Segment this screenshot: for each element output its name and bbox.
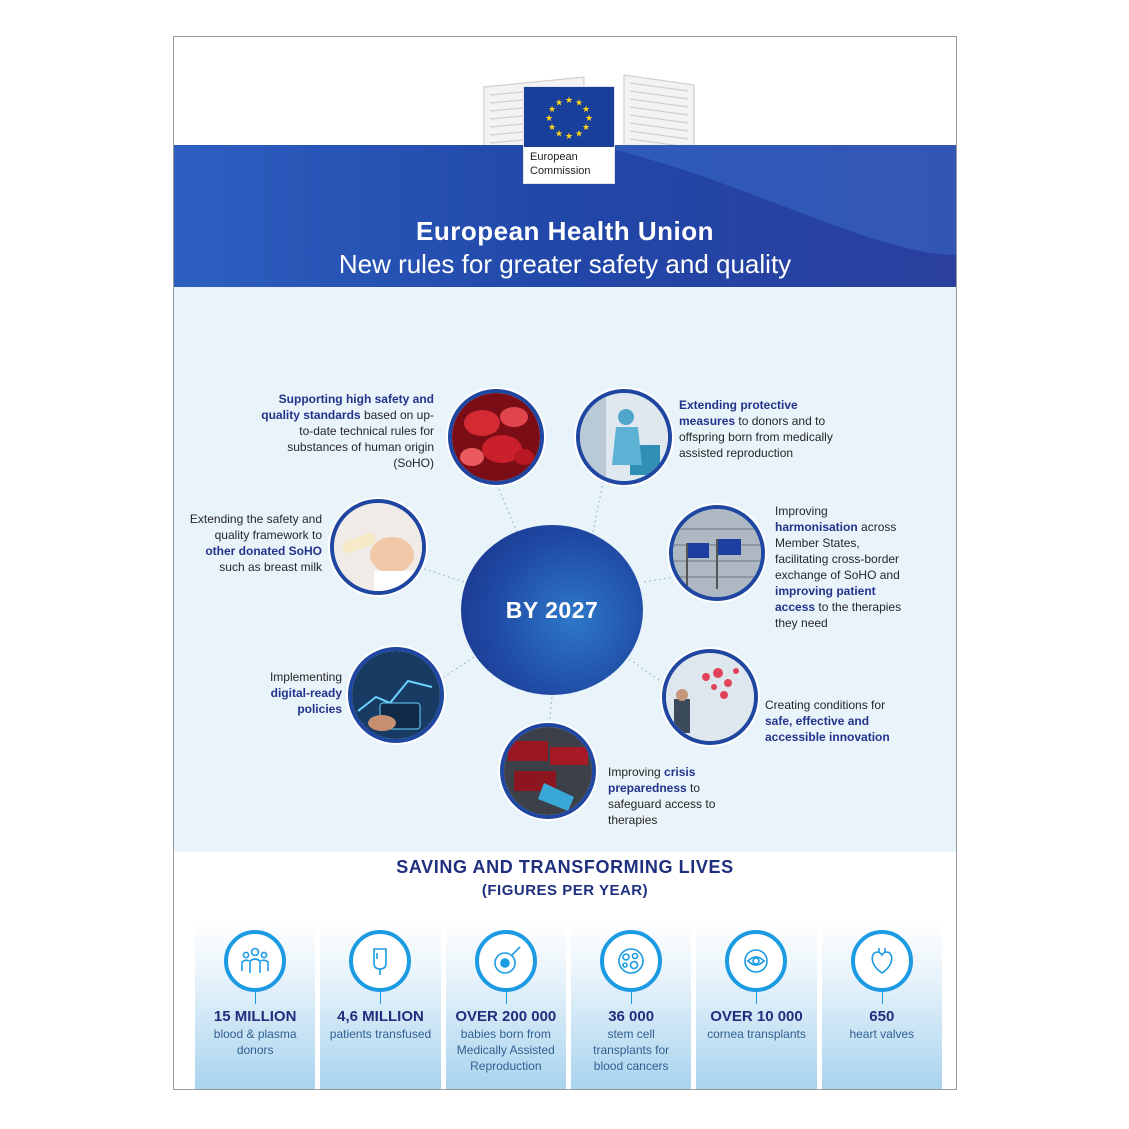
goal-highlight-text: improving patient access: [775, 584, 876, 614]
goal-highlight-text: other donated SoHO: [205, 544, 322, 558]
svg-text:★: ★: [554, 98, 564, 109]
title-line-2: New rules for greater safety and quality: [338, 249, 792, 279]
stat-label: stem cell transplants for blood cancers: [593, 1027, 670, 1073]
goal-highlight-text: quality standards: [261, 408, 361, 422]
lab-worker-image: [576, 389, 672, 485]
goal-text-innovation: [765, 697, 900, 745]
stat-card: [446, 922, 566, 1089]
stat-label: heart valves: [849, 1027, 915, 1041]
heart-icon: [851, 930, 913, 992]
goal-text-run: based on up-to-date technical rules for substances of human origin (SoHO): [287, 408, 434, 470]
stat-card: [195, 922, 315, 1089]
innovation-screen-image: [662, 649, 758, 745]
stat-value: 4,6 MILLION: [337, 1008, 424, 1025]
eye-icon: [725, 930, 787, 992]
stat-value: 650: [869, 1008, 895, 1025]
svg-text:★: ★: [574, 129, 584, 140]
goal-highlight-text: safe, effective and accessible innovation: [765, 714, 890, 744]
goal-text-run: to safeguard access to therapies: [608, 781, 716, 827]
svg-text:★: ★: [554, 129, 564, 140]
goal-text-harmonisation: [775, 503, 913, 631]
stat-value: 36 000: [608, 1008, 655, 1025]
center-circle: [461, 525, 643, 695]
svg-text:★: ★: [574, 98, 584, 109]
goal-highlight-text: crisis preparedness: [608, 765, 696, 795]
stat-card: [696, 922, 816, 1089]
svg-text:★: ★: [584, 114, 594, 124]
svg-text:★: ★: [564, 96, 574, 106]
goal-text-safety-standards: [260, 391, 434, 471]
stat-card: [571, 922, 691, 1089]
stat-value: OVER 200 000: [455, 1008, 557, 1025]
breast-milk-image: [330, 499, 426, 595]
stat-card: [822, 922, 942, 1089]
goal-text-crisis-preparedness: [608, 764, 724, 828]
logo-text-line2: Commission: [530, 165, 591, 177]
logo-text-line1: European: [530, 151, 578, 163]
people-icon: [224, 930, 286, 992]
center-label: BY 2027: [505, 596, 599, 623]
goal-text-protective-measures: [679, 397, 839, 461]
svg-text:★: ★: [581, 123, 591, 133]
goal-text-run: Improving: [775, 504, 828, 518]
blood-bag-icon: [349, 930, 411, 992]
stat-value: 15 MILLION: [213, 1008, 297, 1025]
goal-text-run: Implementing: [269, 670, 342, 684]
goal-text-run: Extending the safety and quality framework to: [189, 512, 322, 542]
goal-text-run: Creating conditions for: [765, 698, 886, 712]
stats-subheading: (FIGURES PER YEAR): [481, 882, 649, 899]
goal-text-run: Improving: [608, 765, 665, 779]
stat-label: patients transfused: [329, 1027, 432, 1041]
svg-text:★: ★: [581, 105, 591, 115]
embryo-icon: [475, 930, 537, 992]
goal-text-run: across Member States, facilitating cross-border exchange of SoHO and: [775, 520, 900, 582]
digital-tablet-image: [348, 647, 444, 743]
eu-flags-image: [669, 505, 765, 601]
goal-text-digital-ready: [254, 669, 342, 717]
stat-card: [320, 922, 440, 1089]
poster: [173, 36, 957, 1090]
goal-text-other-soho: [188, 511, 322, 575]
stats-row: [195, 922, 942, 1089]
svg-text:★: ★: [544, 114, 554, 124]
goal-highlight-text: digital-ready policies: [270, 686, 342, 716]
goal-highlight-text: Extending protective measures: [679, 398, 798, 428]
svg-text:★: ★: [547, 123, 557, 133]
stats-title: [174, 857, 956, 899]
goal-highlight-text: harmonisation: [775, 520, 858, 534]
stat-label: babies born from Medically Assisted Reproduction: [456, 1027, 555, 1073]
stat-label: blood & plasma donors: [213, 1027, 297, 1057]
blood-bags-image: [500, 723, 596, 819]
stat-value: OVER 10 000: [710, 1008, 803, 1025]
stats-heading: SAVING AND TRANSFORMING LIVES: [396, 857, 734, 877]
svg-text:★: ★: [564, 132, 574, 142]
goal-text-run: to donors and to offspring born from medically assisted reproduction: [679, 414, 833, 460]
stem-cell-icon: [600, 930, 662, 992]
goal-highlight-text: Supporting high safety and: [278, 392, 434, 406]
svg-text:★: ★: [547, 105, 557, 115]
goal-text-run: such as breast milk: [219, 560, 322, 574]
goal-text-run: to the therapies they need: [775, 600, 902, 630]
stat-label: cornea transplants: [707, 1027, 806, 1041]
blood-cells-image: [448, 389, 544, 485]
title-line-1: European Health Union: [416, 216, 714, 246]
